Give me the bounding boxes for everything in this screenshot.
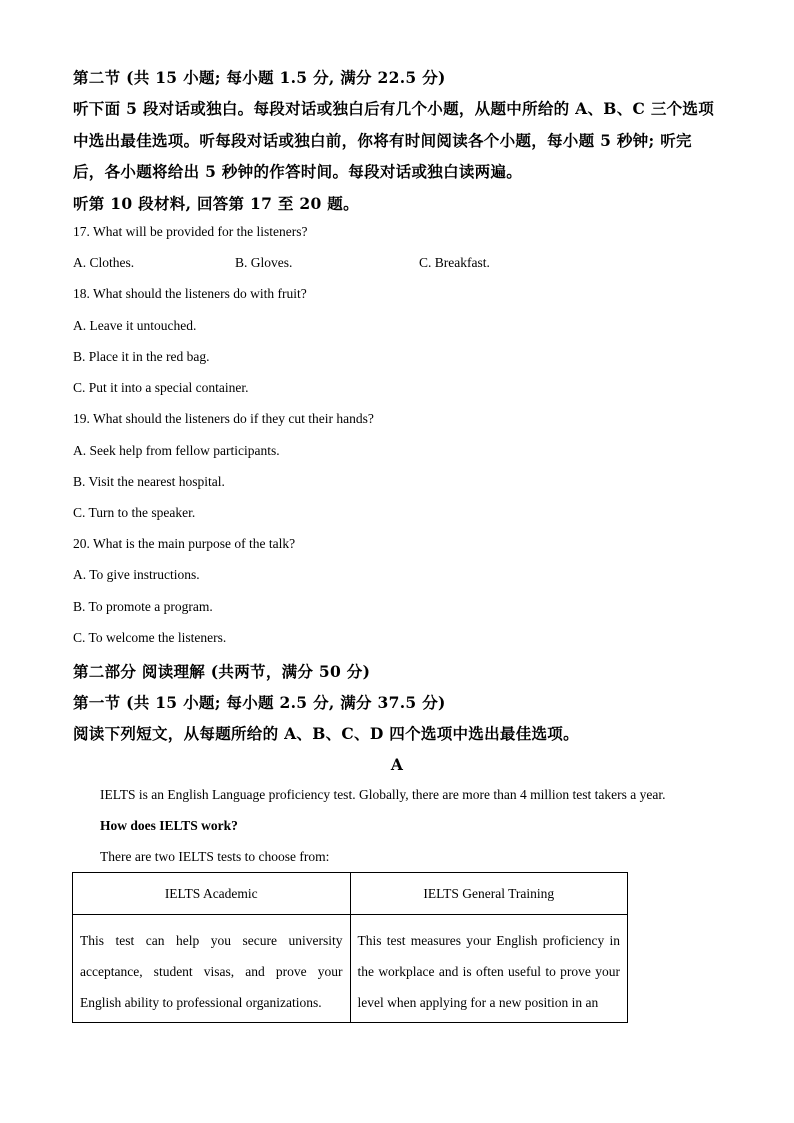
table-cell-general: This test measures your English proficiency in the workplace and is often useful to prove your level when applying for a new position in an bbox=[350, 915, 628, 1023]
tests-intro: There are two IELTS tests to choose from: bbox=[100, 849, 330, 864]
question-19: 19. What should the listeners do if they cut their hands? bbox=[73, 411, 374, 426]
option-a: A. Seek help from fellow participants. bbox=[73, 443, 280, 458]
option-c: C. Breakfast. bbox=[419, 255, 490, 270]
table-header-general: IELTS General Training bbox=[350, 873, 628, 915]
section2-heading: 第二节 (共 15 小题; 每小题 1.5 分, 满分 22.5 分) bbox=[73, 68, 446, 87]
option-b: B. Place it in the red bag. bbox=[73, 349, 210, 364]
part2-heading: 第二部分 阅读理解 (共两节，满分 50 分) bbox=[73, 662, 371, 681]
passage-subheading: How does IELTS work? bbox=[100, 818, 238, 833]
option-b: B. To promote a program. bbox=[73, 599, 213, 614]
option-a: A. Leave it untouched. bbox=[73, 318, 197, 333]
table-header-row bbox=[73, 873, 628, 915]
part2-instructions: 阅读下列短文，从每题所给的 A、B、C、D 四个选项中选出最佳选项。 bbox=[73, 724, 579, 743]
table-row bbox=[73, 915, 628, 1023]
option-c: C. To welcome the listeners. bbox=[73, 630, 227, 645]
instruction-line-1: 听下面 5 段对话或独白。每段对话或独白后有几个小题，从题中所给的 A、B、C 三个选项 bbox=[73, 99, 715, 118]
instruction-line-2: 中选出最佳选项。听每段对话或独白前，你将有时间阅读各个小题，每小题 5 秒钟; 听完 bbox=[73, 131, 692, 150]
option-a: A. To give instructions. bbox=[73, 567, 200, 582]
option-b: B. Gloves. bbox=[235, 255, 293, 270]
option-a: A. Clothes. bbox=[73, 255, 135, 270]
table-header-academic: IELTS Academic bbox=[73, 873, 351, 915]
instruction-line-3: 后，各小题将给出 5 秒钟的作答时间。每段对话或独白读两遍。 bbox=[73, 162, 523, 181]
part2-section1-heading: 第一节 (共 15 小题; 每小题 2.5 分, 满分 37.5 分) bbox=[73, 693, 446, 712]
table-cell-academic: This test can help you secure university acceptance, student visas, and prove your English ability to professional organizations. bbox=[73, 915, 351, 1023]
question-17: 17. What will be provided for the listeners? bbox=[73, 224, 308, 239]
question-18: 18. What should the listeners do with fruit? bbox=[73, 286, 307, 301]
passage-letter: A bbox=[390, 755, 404, 774]
question-20: 20. What is the main purpose of the talk? bbox=[73, 536, 296, 551]
option-b: B. Visit the nearest hospital. bbox=[73, 474, 225, 489]
passage-intro: IELTS is an English Language proficiency test. Globally, there are more than 4 million test takers a year. bbox=[100, 787, 666, 802]
material-note: 听第 10 段材料, 回答第 17 至 20 题。 bbox=[73, 194, 359, 213]
option-c: C. Put it into a special container. bbox=[73, 380, 249, 395]
ielts-tests-table bbox=[72, 872, 628, 1023]
option-c: C. Turn to the speaker. bbox=[73, 505, 196, 520]
